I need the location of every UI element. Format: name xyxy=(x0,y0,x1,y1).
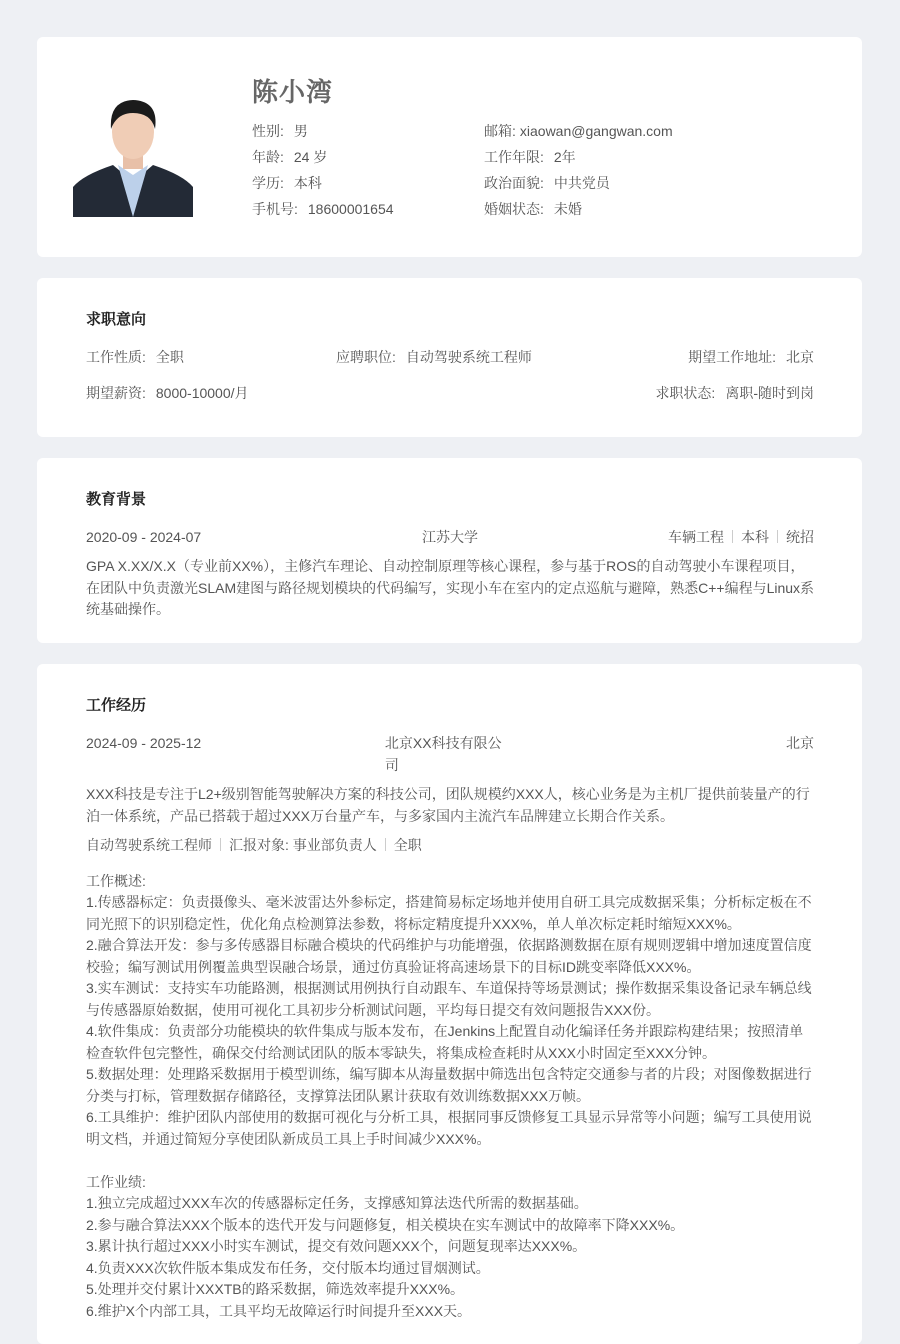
work-period: 2024-09 - 2025-12 xyxy=(86,735,202,751)
label: 期望薪资: xyxy=(86,385,146,401)
candidate-name: 陈小湾 xyxy=(252,77,334,107)
info-label: 政治面貌: xyxy=(484,175,544,191)
achievement-item: 6.维护X个内部工具，工具平均无故障运行时间提升至XXX天。 xyxy=(86,1302,472,1319)
intent-row xyxy=(86,346,814,368)
degree: 本科 xyxy=(741,529,769,545)
job-position: 自动驾驶系统工程师 xyxy=(405,349,532,365)
overview-item: 1.传感器标定：负责摄像头、毫米波雷达外参标定，搭建简易标定场地并使用自研工具完成数据采集；分析标定板在不同光照下的识别稳定性，优化角点检测算法参数，将标定精度提升XXX%，单人单次标定耗时缩短XXX%。 xyxy=(86,894,812,932)
info-value: xiaowan@gangwan.com xyxy=(519,123,673,139)
report-to: 汇报对象: 事业部负责人 xyxy=(229,837,377,853)
info-value: 24 岁 xyxy=(293,149,328,165)
overview-item: 3.实车测试：支持实车功能路测，根据测试用例执行自动跟车、车道保持等场景测试；操作数据采集设备记录车辆总线与传感器原始数据，使用可视化工具初步分析测试问题，平均每日提交有效问题报告XXX份。 xyxy=(86,980,812,1018)
avatar-photo xyxy=(73,87,193,217)
label: 期望工作地址: xyxy=(688,349,776,365)
info-label: 年龄: xyxy=(252,149,284,165)
employment-type: 全职 xyxy=(393,837,422,853)
info-label: 性别: xyxy=(252,123,284,139)
work-overview xyxy=(86,871,816,1323)
section-title: 教育背景 xyxy=(86,491,147,508)
info-label: 学历: xyxy=(252,175,284,191)
work-card xyxy=(37,664,862,1344)
info-value: 18600001654 xyxy=(307,201,394,217)
achievement-item: 3.累计执行超过XXX小时实车测试，提交有效问题XXX个，问题复现率达XXX%。 xyxy=(86,1238,587,1254)
section-title: 求职意向 xyxy=(86,311,147,328)
info-value: 男 xyxy=(293,123,308,139)
education-card xyxy=(37,458,862,643)
overview-item: 5.数据处理：处理路采数据用于模型训练，编写脚本从海量数据中筛选出包含特定交通参与者的片段；对图像数据进行分类与打标，管理数据存储路径，支撑算法团队累计获取有效训练数据XXX万帧。 xyxy=(86,1066,812,1104)
job-type: 全职 xyxy=(155,349,184,365)
info-value: 未婚 xyxy=(553,201,582,217)
education-row xyxy=(86,526,814,548)
role: 自动驾驶系统工程师 xyxy=(86,837,212,853)
achievement-item: 5.处理并交付累计XXXTB的路采数据，筛选效率提升XXX%。 xyxy=(86,1281,465,1297)
study-mode: 统招 xyxy=(786,529,814,545)
info-value: 2年 xyxy=(553,149,576,165)
info-value: 中共党员 xyxy=(553,175,610,191)
intent-row xyxy=(86,382,814,404)
major: 车辆工程 xyxy=(668,529,724,545)
job-location: 北京 xyxy=(786,349,814,365)
work-city: 北京 xyxy=(785,735,814,751)
label: 应聘职位: xyxy=(336,349,396,365)
info-value: 本科 xyxy=(293,175,322,191)
basic-info-left xyxy=(252,118,394,222)
label: 求职状态: xyxy=(655,385,716,401)
overview-item: 6.工具维护：维护团队内部使用的数据可视化与分析工具，根据同事反馈修复工具显示异常等小问题；编写工具使用说明文档，并通过简短分享使团队新成员工具上手时间减少XXX%。 xyxy=(86,1109,812,1147)
achievement-item: 2.参与融合算法XXX个版本的迭代开发与问题修复，相关模块在实车测试中的故障率下降XXX%。 xyxy=(86,1216,685,1233)
school-name: 江苏大学 xyxy=(422,529,478,545)
job-intent-card xyxy=(37,278,862,437)
overview-item: 2.融合算法开发：参与多传感器目标融合模块的代码维护与功能增强，依据路测数据在原有规则逻辑中增加速度置信度校验；编写测试用例覆盖典型误融合场景，通过仿真验证将高速场景下的目标ID跳变率降低XXX%。 xyxy=(86,937,812,975)
company-name: 北京XX科技有限公司 xyxy=(384,735,502,773)
achievements-title: 工作业绩: xyxy=(86,1173,146,1190)
role-line xyxy=(86,835,816,857)
profile-card xyxy=(37,37,862,257)
info-label: 手机号: xyxy=(252,201,298,217)
overview-item: 4.软件集成：负责部分功能模块的软件集成与版本发布，在Jenkins上配置自动化编译任务并跟踪构建结果；按照清单检查软件包完整性，确保交付给测试团队的版本零缺失，将集成检查耗时从XXX小时固定至XXX分钟。 xyxy=(86,1023,804,1061)
info-label: 邮箱: xyxy=(484,123,516,139)
education-period: 2020-09 - 2024-07 xyxy=(86,529,202,545)
work-row xyxy=(86,732,814,776)
info-label: 婚姻状态: xyxy=(484,201,544,217)
section-title: 工作经历 xyxy=(86,697,147,714)
overview-title: 工作概述: xyxy=(86,872,146,889)
education-description: GPA X.XX/X.X（专业前XX%），主修汽车理论、自动控制原理等核心课程，参与基于ROS的自动驾驶小车课程项目，在团队中负责激光SLAM建图与路径规划模块的代码编写，实现小车在室内的定点巡航与避障，熟悉C++编程与Linux系统基础操作。 xyxy=(86,558,815,617)
achievement-item: 1.独立完成超过XXX车次的传感器标定任务，支撑感知算法迭代所需的数据基础。 xyxy=(86,1195,588,1211)
label: 工作性质: xyxy=(86,349,146,365)
expected-salary: 8000-10000/月 xyxy=(155,385,249,401)
achievement-item: 4.负责XXX次软件版本集成发布任务，交付版本均通过冒烟测试。 xyxy=(86,1259,490,1276)
info-label: 工作年限: xyxy=(484,149,544,165)
job-status: 离职-随时到岗 xyxy=(725,385,814,401)
company-description: XXX科技是专注于L2+级别智能驾驶解决方案的科技公司，团队规模约XXX人，核心业务是为主机厂提供前装量产的行泊一体系统，产品已搭载于超过XXX万台量产车，与多家国内主流汽车品牌建立长期合作关系。 xyxy=(86,786,810,824)
basic-info-right xyxy=(484,118,673,222)
